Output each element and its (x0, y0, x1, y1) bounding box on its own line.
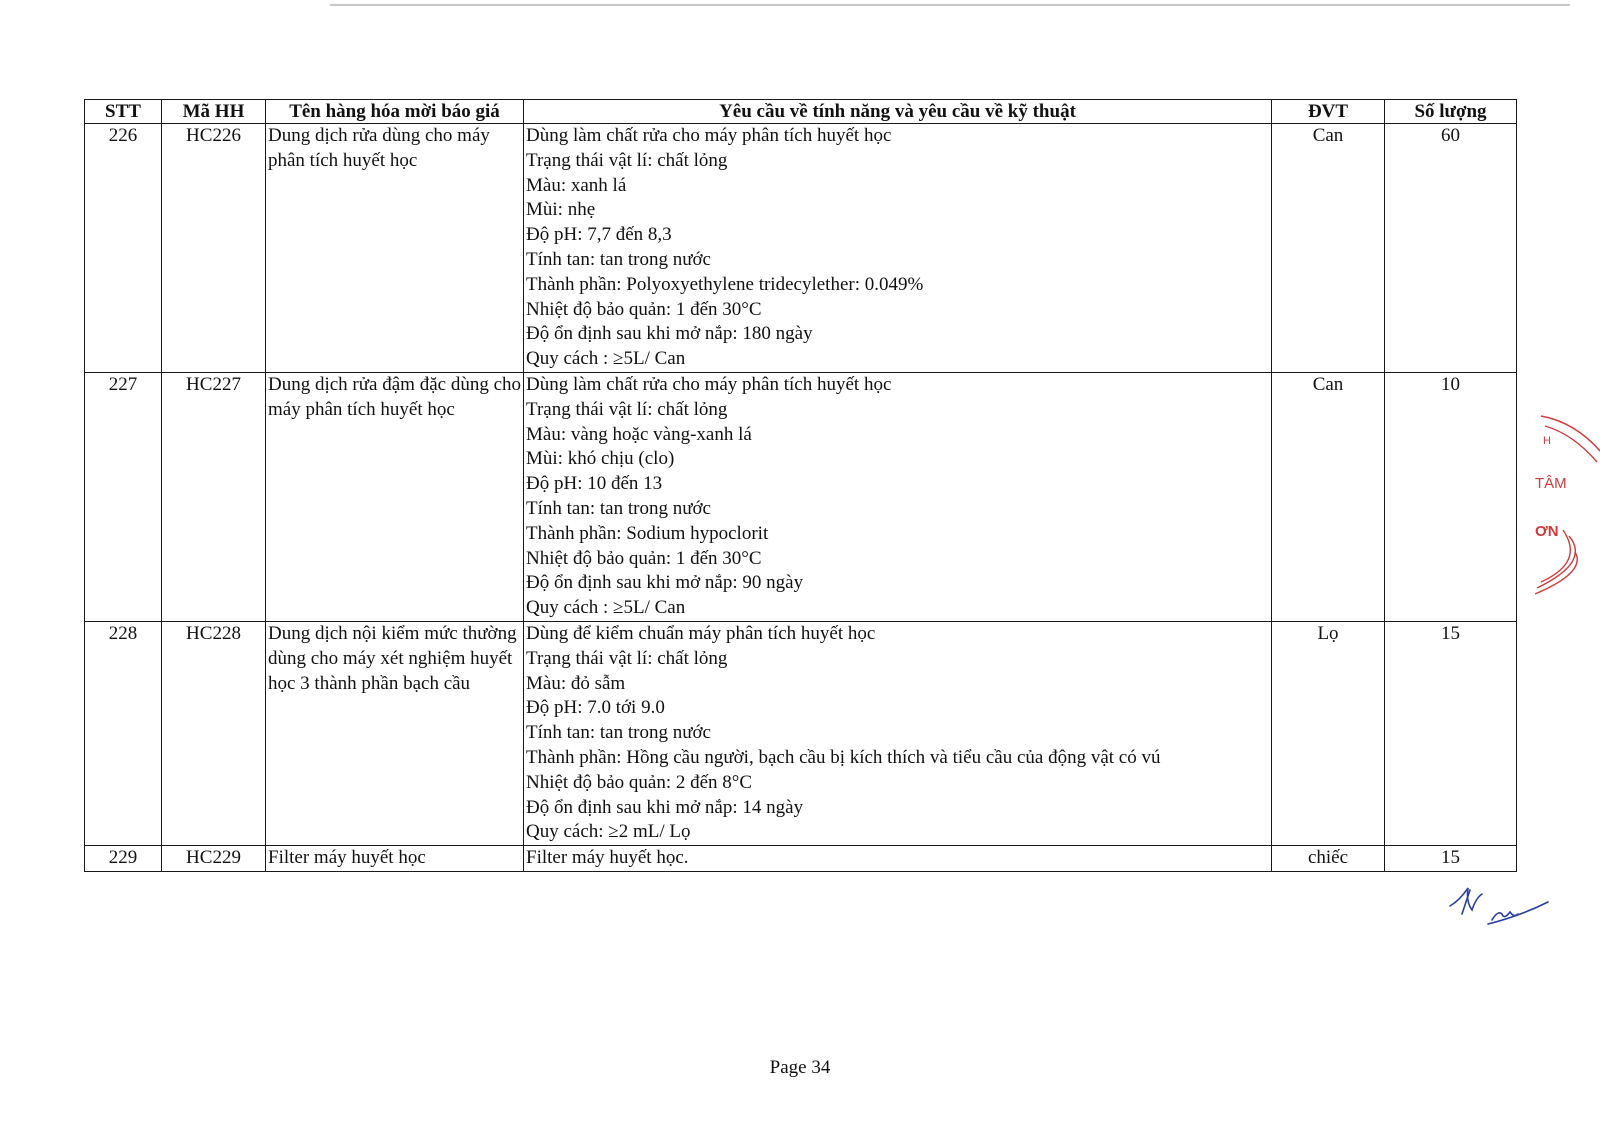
requirement-line: Thành phần: Sodium hypoclorit (526, 522, 769, 544)
cell-name: Filter máy huyết học (266, 846, 524, 872)
seal-text-fragment: TÂM (1535, 475, 1567, 492)
table-row (85, 124, 1517, 373)
company-seal-stamp (1535, 412, 1600, 602)
cell-name: Dung dịch rửa dùng cho máy phân tích huyết học (266, 124, 524, 373)
cell-code: HC229 (162, 846, 266, 872)
table-header-row (85, 100, 1517, 124)
cell-quantity: 15 (1385, 621, 1517, 845)
requirement-line: Quy cách: ≥2 mL/ Lọ (526, 821, 691, 843)
requirement-line: Tính tan: tan trong nước (526, 248, 711, 270)
header-name: Tên hàng hóa mời báo giá (266, 100, 524, 124)
header-unit: ĐVT (1272, 100, 1385, 124)
requirement-line: Nhiệt độ bảo quản: 1 đến 30°C (526, 547, 762, 569)
requirement-line: Màu: vàng hoặc vàng-xanh lá (526, 423, 752, 445)
requirement-line: Trạng thái vật lí: chất lỏng (526, 398, 728, 420)
table-row (85, 621, 1517, 845)
cell-unit: Can (1272, 124, 1385, 373)
requirement-line: Dùng làm chất rửa cho máy phân tích huyết học (526, 373, 892, 395)
requirement-line: Quy cách : ≥5L/ Can (526, 597, 686, 619)
header-requirements: Yêu cầu về tính năng và yêu cầu về kỹ thuật (524, 100, 1272, 124)
requirement-line: Trạng thái vật lí: chất lỏng (526, 149, 728, 171)
cell-unit: chiếc (1272, 846, 1385, 872)
cell-requirements (524, 846, 1272, 872)
cell-stt: 227 (85, 372, 162, 621)
requirement-line: Màu: đỏ sẫm (526, 672, 626, 694)
requirement-line: Mùi: nhẹ (526, 199, 596, 221)
cell-name: Dung dịch rửa đậm đặc dùng cho máy phân tích huyết học (266, 372, 524, 621)
cell-requirements (524, 621, 1272, 845)
requirement-line: Độ pH: 10 đến 13 (526, 473, 663, 495)
requirement-line: Mùi: khó chịu (clo) (526, 448, 675, 470)
requirement-line: Độ pH: 7,7 đến 8,3 (526, 224, 672, 246)
requirement-line: Tính tan: tan trong nước (526, 722, 711, 744)
cell-requirements (524, 124, 1272, 373)
requirement-line: Nhiệt độ bảo quản: 2 đến 8°C (526, 771, 753, 793)
cell-stt: 229 (85, 846, 162, 872)
requirement-line: Filter máy huyết học. (526, 847, 689, 869)
requirement-line: Thành phần: Hồng cầu người, bạch cầu bị kích thích và tiểu cầu của động vật có vú (526, 746, 1161, 768)
table-row (85, 846, 1517, 872)
seal-text-fragment: H (1543, 435, 1551, 447)
scan-edge-line (330, 4, 1570, 6)
requirement-line: Quy cách : ≥5L/ Can (526, 348, 686, 370)
requirement-line: Trạng thái vật lí: chất lỏng (526, 647, 728, 669)
requirement-line: Màu: xanh lá (526, 174, 627, 196)
table-row (85, 372, 1517, 621)
handwritten-signature (1440, 880, 1560, 930)
requirement-line: Dùng làm chất rửa cho máy phân tích huyết học (526, 125, 892, 146)
cell-quantity: 15 (1385, 846, 1517, 872)
header-stt: STT (85, 100, 162, 124)
cell-unit: Lọ (1272, 621, 1385, 845)
cell-unit: Can (1272, 372, 1385, 621)
header-quantity: Số lượng (1385, 100, 1517, 124)
cell-stt: 228 (85, 621, 162, 845)
requirement-line: Nhiệt độ bảo quản: 1 đến 30°C (526, 298, 762, 320)
requirement-line: Dùng để kiểm chuẩn máy phân tích huyết học (526, 622, 876, 644)
cell-quantity: 60 (1385, 124, 1517, 373)
cell-stt: 226 (85, 124, 162, 373)
requirement-line: Độ pH: 7.0 tới 9.0 (526, 697, 665, 719)
seal-text-fragment: ƠN (1535, 523, 1559, 540)
requirement-line: Độ ổn định sau khi mở nắp: 90 ngày (526, 572, 804, 594)
header-code: Mã HH (162, 100, 266, 124)
cell-code: HC226 (162, 124, 266, 373)
requirement-line: Độ ổn định sau khi mở nắp: 14 ngày (526, 796, 804, 818)
cell-requirements (524, 372, 1272, 621)
requirement-line: Độ ổn định sau khi mở nắp: 180 ngày (526, 323, 813, 345)
cell-code: HC227 (162, 372, 266, 621)
requirement-line: Thành phần: Polyoxyethylene tridecylether: 0.049% (526, 273, 924, 295)
cell-quantity: 10 (1385, 372, 1517, 621)
page-number: Page 34 (769, 1057, 831, 1078)
cell-code: HC228 (162, 621, 266, 845)
cell-name: Dung dịch nội kiểm mức thường dùng cho máy xét nghiệm huyết học 3 thành phần bạch cầu (266, 621, 524, 845)
quotation-table (84, 99, 1517, 872)
requirement-line: Tính tan: tan trong nước (526, 497, 711, 519)
